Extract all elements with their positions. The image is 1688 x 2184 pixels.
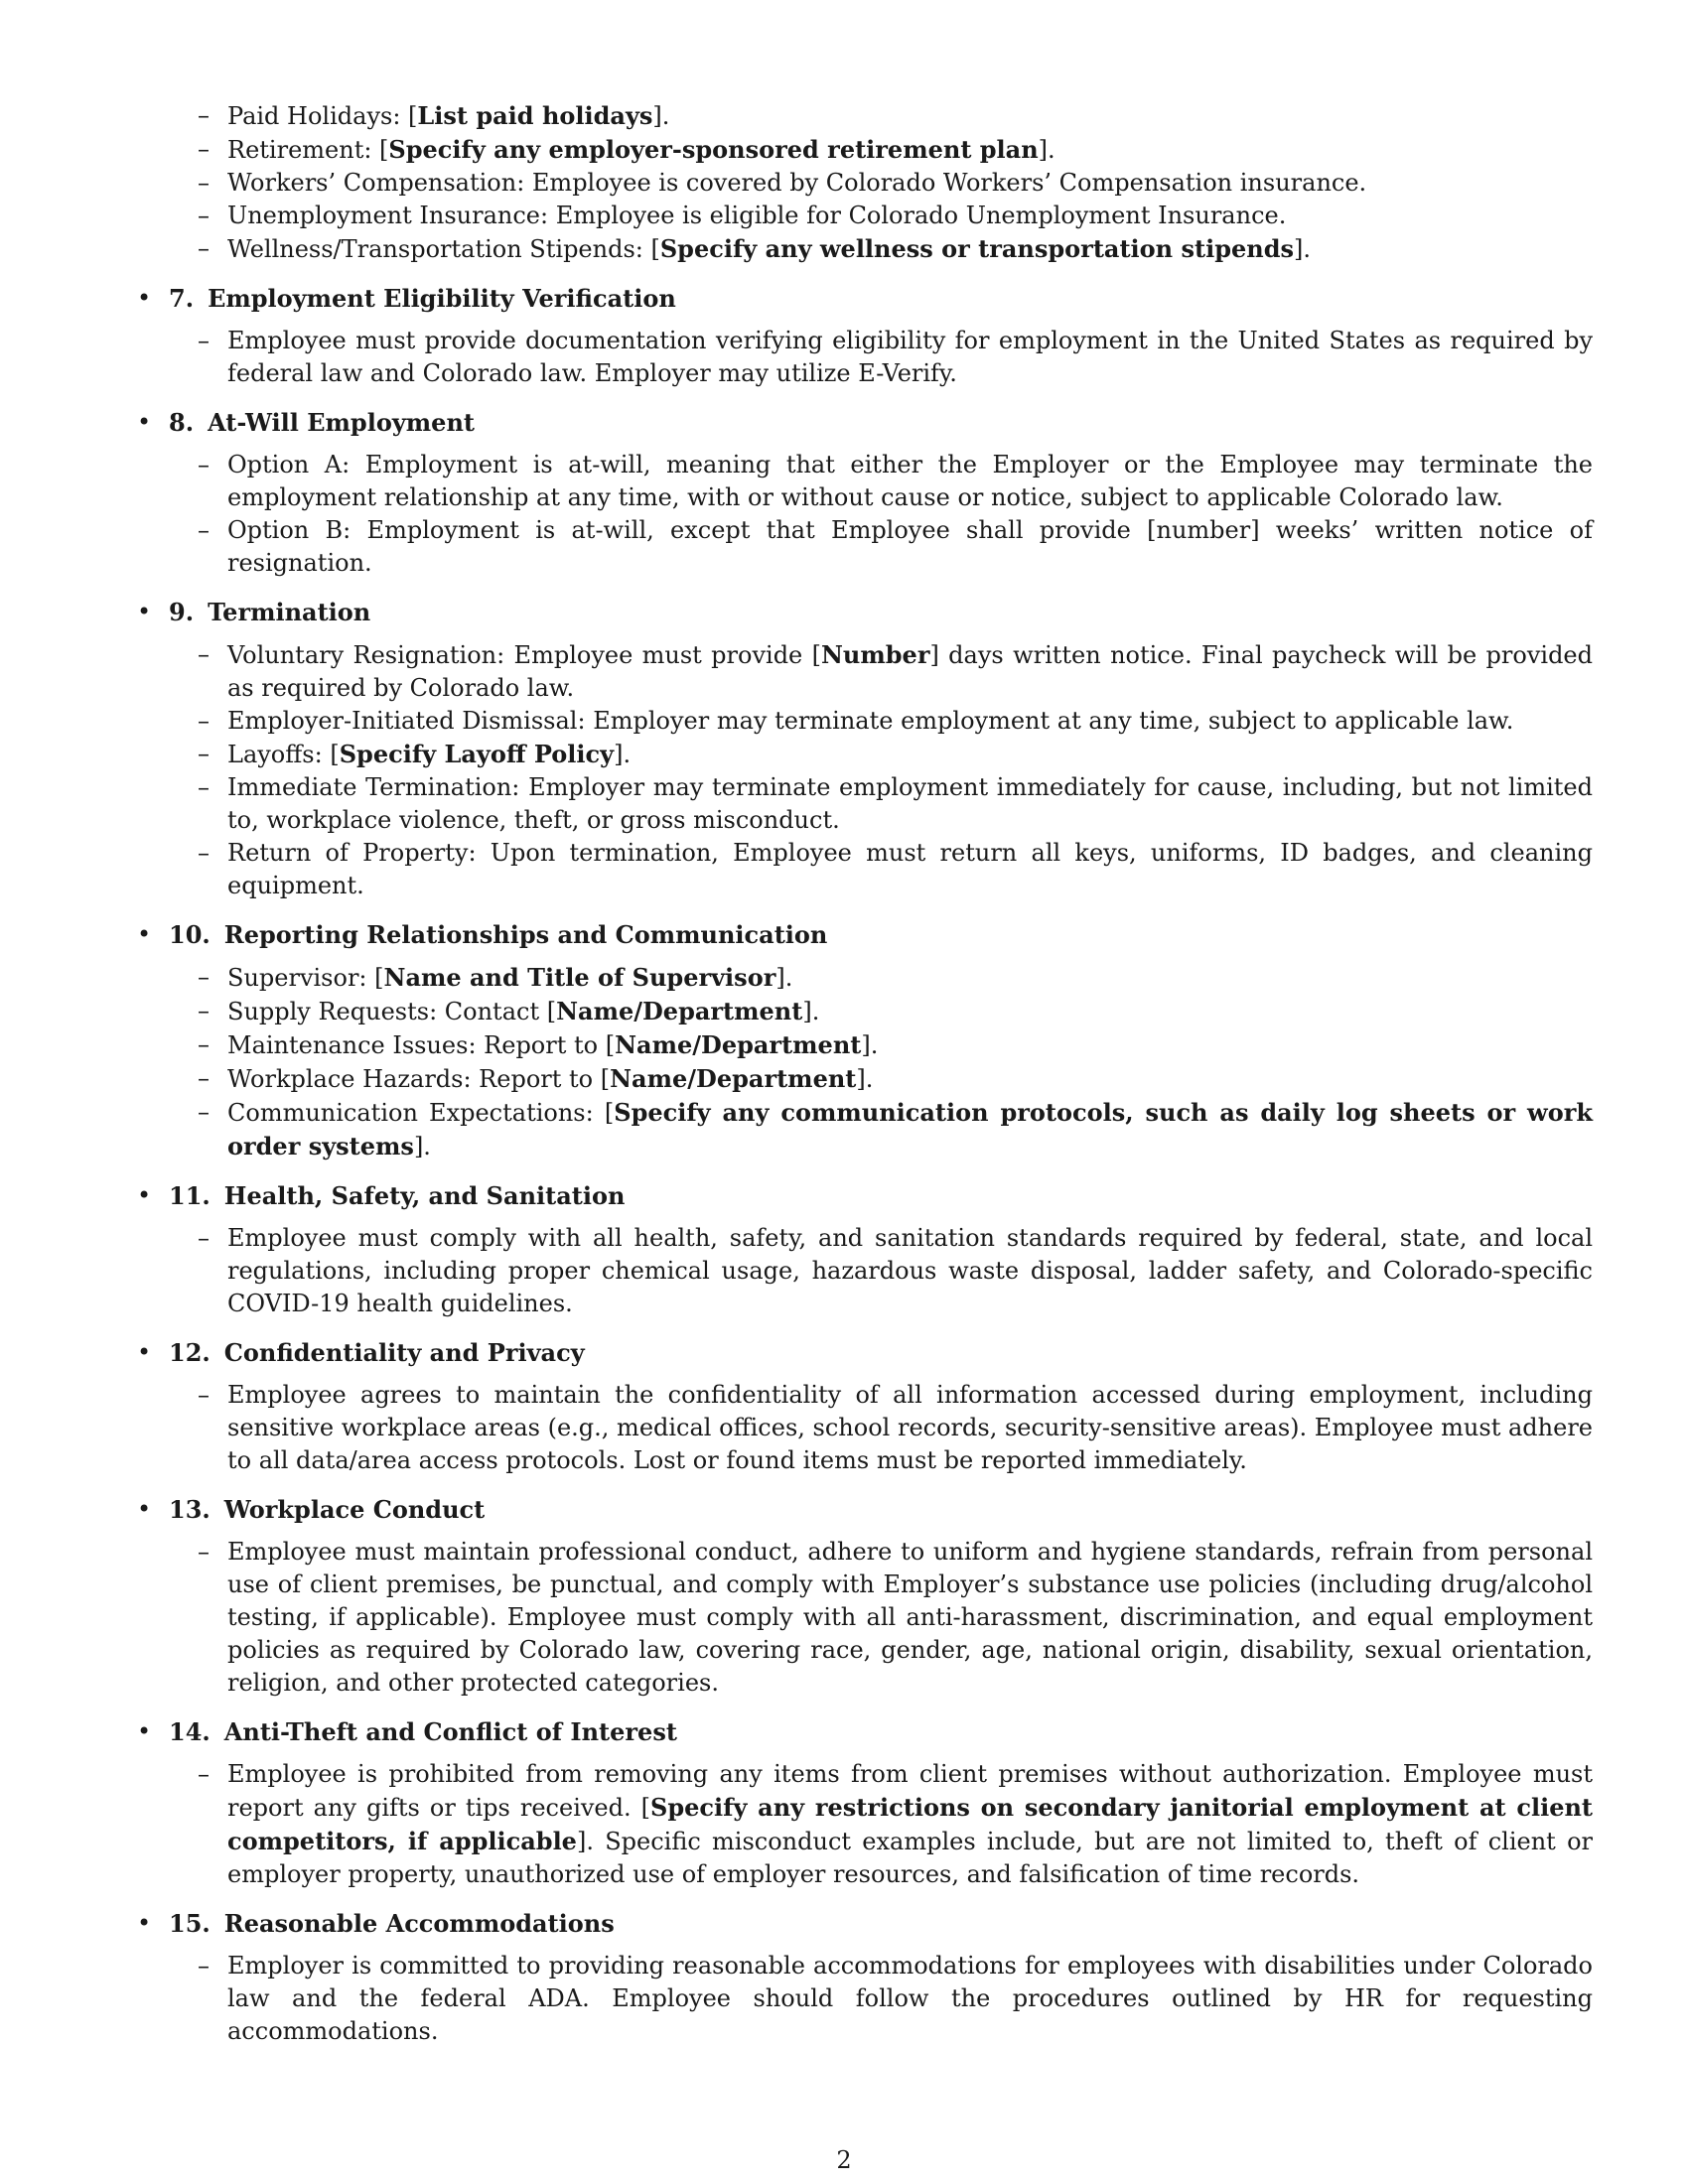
- section: [133, 1493, 1593, 1700]
- item-text: Voluntary Resignation: Employee must provide [: [227, 641, 821, 669]
- list-item: [227, 1096, 1593, 1163]
- section-items: [133, 961, 1593, 1163]
- list-item: [227, 514, 1593, 580]
- section-number: 10.: [169, 920, 211, 949]
- section: [133, 596, 1593, 902]
- list-item: [227, 449, 1593, 514]
- list-item: [227, 771, 1593, 837]
- section-heading: [133, 406, 1593, 439]
- section-title: Health, Safety, and Sanitation: [223, 1181, 626, 1210]
- section-title: Workplace Conduct: [223, 1495, 486, 1524]
- list-item: [227, 232, 1593, 266]
- list-item: [227, 638, 1593, 705]
- placeholder-text: Name/Department: [556, 997, 803, 1025]
- placeholder-text: Name/Department: [615, 1030, 862, 1059]
- section-number: 7.: [169, 284, 195, 313]
- placeholder-text: Specify any employer-sponsored retirement plan: [388, 135, 1039, 164]
- page-number: 2: [836, 2146, 852, 2174]
- item-text: Unemployment Insurance: Employee is eligible for Colorado Unemployment Insurance.: [227, 202, 1287, 229]
- list-item: [227, 167, 1593, 200]
- placeholder-text: Specify Layoff Policy: [339, 740, 615, 768]
- item-text-suffix: ].: [1294, 235, 1311, 263]
- item-text: Option A: Employment is at-will, meaning that either the Employer or the Employee may terminate the employment relationship at any time, with or without cause or notice, subject to applicable Colorado law.: [227, 451, 1593, 511]
- section-number: 13.: [169, 1495, 211, 1524]
- document-content: [133, 99, 1593, 2048]
- placeholder-text: Name/Department: [610, 1064, 857, 1093]
- section-title: Reporting Relationships and Communication: [223, 920, 828, 949]
- list-item: [227, 1062, 1593, 1096]
- item-text: Retirement: [: [227, 136, 389, 164]
- section: [133, 918, 1593, 1163]
- section-items: [133, 1222, 1593, 1320]
- section-title: Termination: [208, 598, 371, 626]
- item-text: Workers’ Compensation: Employee is covered by Colorado Workers’ Compensation insurance.: [227, 169, 1367, 197]
- item-text: Return of Property: Upon termination, Employee must return all keys, uniforms, ID badges, and cleaning equipment.: [227, 839, 1593, 899]
- bullet-icon: •: [137, 598, 152, 625]
- list-item: [227, 1536, 1593, 1700]
- item-text: Option B: Employment is at-will, except that Employee shall provide [number] weeks’ written notice of resignation.: [227, 516, 1593, 577]
- bullet-icon: •: [137, 1717, 152, 1745]
- section-items: [133, 449, 1593, 580]
- section-items: [133, 1379, 1593, 1477]
- placeholder-text: Specify any restrictions on secondary janitorial employment at client competitors, if applicable: [227, 1793, 1593, 1855]
- item-text: Communication Expectations: [: [227, 1099, 615, 1127]
- item-text: Supervisor: [: [227, 964, 384, 992]
- list-item: [227, 837, 1593, 902]
- section-title: Confidentiality and Privacy: [223, 1338, 585, 1367]
- item-text: Immediate Termination: Employer may terminate employment immediately for cause, including, but not limited to, workplace violence, theft, or gross misconduct.: [227, 773, 1593, 834]
- placeholder-text: Number: [820, 640, 930, 669]
- list-item: [227, 1222, 1593, 1320]
- placeholder-text: Specify any wellness or transportation stipends: [659, 234, 1294, 263]
- section-number: 15.: [169, 1909, 211, 1938]
- bullet-icon: •: [137, 284, 152, 312]
- item-text-suffix: ].: [652, 102, 670, 130]
- section-heading: [133, 1336, 1593, 1369]
- item-text: Wellness/Transportation Stipends: [: [227, 235, 660, 263]
- section-number: 8.: [169, 408, 195, 437]
- item-text-suffix: ]. Specific misconduct examples include, but are not limited to, theft of client or employer property, unauthorized use of employer resources, and falsification of time records.: [227, 1828, 1593, 1888]
- intro-benefits-list: [133, 99, 1593, 266]
- item-text-suffix: ].: [856, 1065, 874, 1093]
- list-item: [227, 961, 1593, 995]
- section-heading: [133, 1179, 1593, 1212]
- section-heading: [133, 282, 1593, 315]
- section-list: [133, 282, 1593, 2048]
- section-heading: [133, 1907, 1593, 1940]
- section-heading: [133, 918, 1593, 951]
- list-item: [227, 705, 1593, 738]
- item-text: Employee is prohibited from removing any items from client premises without authorization. Employee must report any gifts or tips received. [: [227, 1760, 1593, 1822]
- item-text-suffix: ].: [1038, 136, 1055, 164]
- section: [133, 1336, 1593, 1477]
- item-text-suffix: ].: [802, 998, 820, 1025]
- item-text: Layoffs: [: [227, 741, 340, 768]
- list-item: [227, 200, 1593, 232]
- placeholder-text: Specify any communication protocols, such as daily log sheets or work order systems: [227, 1098, 1593, 1160]
- list-item: [227, 325, 1593, 390]
- item-text: Employee agrees to maintain the confidentiality of all information accessed during employment, including sensitive workplace areas (e.g., medical offices, school records, security-sensitive areas). Employee must adhere to all data/area access protocols. Lost or found items must be reported immediately.: [227, 1381, 1593, 1474]
- section-number: 9.: [169, 598, 195, 626]
- item-text-suffix: ].: [775, 964, 793, 992]
- section: [133, 1179, 1593, 1320]
- placeholder-text: List paid holidays: [417, 101, 653, 130]
- item-text: Employer is committed to providing reasonable accommodations for employees with disabilities under Colorado law and the federal ADA. Employee should follow the procedures outlined by HR for requesting accommodations.: [227, 1952, 1593, 2045]
- item-text-suffix: ] days written notice. Final paycheck will be provided as required by Colorado law.: [227, 641, 1594, 702]
- section-heading: [133, 596, 1593, 628]
- list-item: [227, 99, 1593, 133]
- item-text: Employee must maintain professional conduct, adhere to uniform and hygiene standards, refrain from personal use of client premises, be punctual, and comply with Employer’s substance use policies (including drug/alcohol testing, if applicable). Employee must comply with all anti-harassment, discrimination, and equal employment policies as required by Colorado law, covering race, gender, age, national origin, disability, sexual orientation, religion, and other protected categories.: [227, 1538, 1593, 1697]
- item-text: Employee must comply with all health, safety, and sanitation standards required by federal, state, and local regulations, including proper chemical usage, hazardous waste disposal, ladder safety, and Colorado-specific COVID-19 health guidelines.: [227, 1224, 1593, 1317]
- section-heading: [133, 1493, 1593, 1526]
- item-text: Workplace Hazards: Report to [: [227, 1065, 611, 1093]
- section-title: Employment Eligibility Verification: [208, 284, 676, 313]
- section-items: [133, 325, 1593, 390]
- section: [133, 1715, 1593, 1891]
- list-item: [227, 1379, 1593, 1477]
- bullet-icon: •: [137, 1338, 152, 1366]
- section-title: Anti-Theft and Conflict of Interest: [223, 1717, 677, 1746]
- bullet-icon: •: [137, 1181, 152, 1209]
- list-item: [227, 1028, 1593, 1062]
- section-items: [133, 1950, 1593, 2048]
- section: [133, 406, 1593, 580]
- item-text-suffix: ].: [861, 1031, 879, 1059]
- list-item: [227, 1950, 1593, 2048]
- section: [133, 282, 1593, 390]
- item-text: Employee must provide documentation verifying eligibility for employment in the United States as required by federal law and Colorado law. Employer may utilize E-Verify.: [227, 327, 1593, 387]
- item-text-suffix: ].: [614, 741, 632, 768]
- placeholder-text: Name and Title of Supervisor: [383, 963, 776, 992]
- section-number: 11.: [169, 1181, 211, 1210]
- item-text-suffix: ].: [413, 1133, 431, 1160]
- section-items: [133, 638, 1593, 902]
- item-text: Paid Holidays: [: [227, 102, 418, 130]
- section-items: [133, 1536, 1593, 1700]
- section-title: Reasonable Accommodations: [223, 1909, 615, 1938]
- section-number: 12.: [169, 1338, 211, 1367]
- list-item: [227, 133, 1593, 167]
- section-number: 14.: [169, 1717, 211, 1746]
- list-item: [227, 995, 1593, 1028]
- list-item: [227, 738, 1593, 771]
- item-text: Employer-Initiated Dismissal: Employer may terminate employment at any time, subject to applicable law.: [227, 707, 1514, 735]
- bullet-icon: •: [137, 1909, 152, 1937]
- section-items: [133, 1758, 1593, 1891]
- bullet-icon: •: [137, 408, 152, 436]
- item-text: Maintenance Issues: Report to [: [227, 1031, 616, 1059]
- list-item: [227, 1758, 1593, 1891]
- section: [133, 1907, 1593, 2048]
- bullet-icon: •: [137, 1495, 152, 1523]
- bullet-icon: •: [137, 920, 152, 948]
- item-text: Supply Requests: Contact [: [227, 998, 557, 1025]
- section-title: At-Will Employment: [208, 408, 475, 437]
- section-heading: [133, 1715, 1593, 1748]
